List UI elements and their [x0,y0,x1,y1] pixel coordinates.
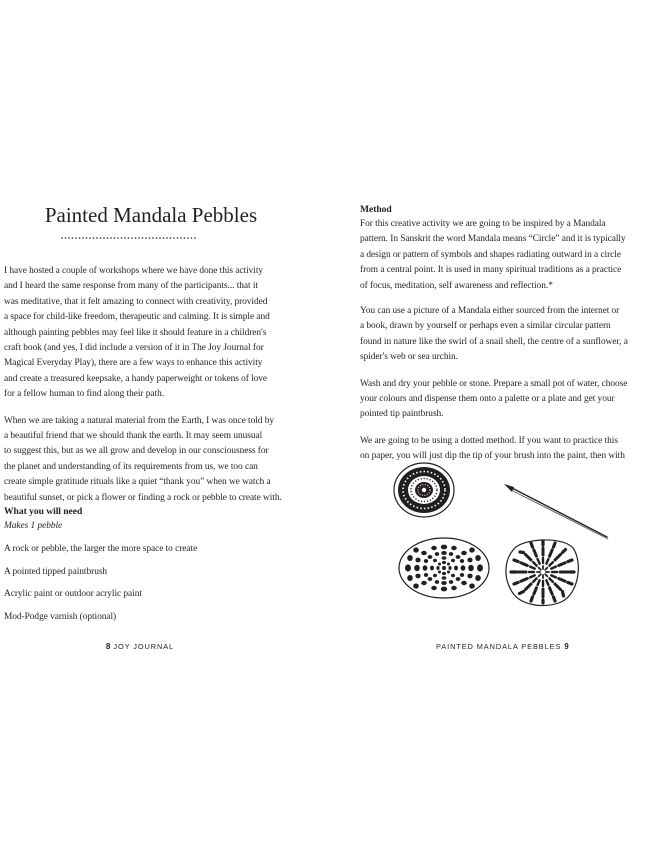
right-page [332,0,663,848]
text-line: a book, drawn by yourself or perhaps even a similar circular pattern [360,321,611,332]
needs-section [4,504,266,632]
text-line: a space for child-like freedom, therapeutic and calming. It is simple and [4,312,270,323]
text-line: for a fellow human to find along their path. [4,389,164,400]
paintbrush-icon [504,484,608,539]
method-heading: Method [360,204,392,215]
needs-heading: What you will need [4,506,83,517]
text-line: spider's web or sea urchin. [360,352,458,363]
text-line: on paper, you will just dip the tip of your brush into the paint, then with [360,451,625,462]
text-line: You can use a picture of a Mandala either sourced from the internet or [360,306,620,317]
earth-paragraph [4,414,282,506]
text-line: the planet and understanding of its requirements from us, we too can [4,461,258,472]
text-line: Magical Everyday Play), there are a few ways to enhance this activity [4,358,263,369]
running-head: PAINTED MANDALA PEBBLES [436,642,562,651]
text-line: from a central point. It is used in many spiritual traditions as a practice [360,265,622,276]
list-item: Acrylic paint or outdoor acrylic paint [4,589,142,599]
picture-paragraph [360,304,632,366]
text-line: of focus, meditation, self awareness and reflection.* [360,280,553,291]
dotted-title-rule [60,234,198,242]
page-number: 9 [564,642,569,651]
text-line: your colours and dispense them onto a palette or a plate and get your [360,394,615,405]
page-title: Painted Mandala Pebbles [44,203,258,227]
right-body-text [360,202,632,476]
left-folio [103,642,174,651]
text-line: and create a treasured keepsake, a handy paperweight or tokens of love [4,373,268,384]
left-page [0,0,331,848]
left-body-text [4,264,282,517]
list-item: Mod-Podge varnish (optional) [4,611,117,622]
text-line: For this creative activity we are going to be inspired by a Mandala [360,219,606,229]
list-item: A rock or pebble, the larger the more space to create [4,544,198,554]
text-line: a beautiful friend that we should thank the earth. It may seem unusual [4,431,263,442]
text-line: I have hosted a couple of workshops where we have done this activity [4,266,264,276]
text-line: found in nature like the swirl of a snail shell, the centre of a sunflower, a [360,336,628,347]
makes-note: Makes 1 pebble [4,521,63,531]
text-line: to suggest this, but as we all grow and develop in our consciousness for [4,446,269,457]
mandala-pebble-icon [394,463,454,517]
text-line: pattern. In Sanskrit the word Mandala means “Circle” and it is typically [360,234,626,245]
text-line: We are going to be using a dotted method. If you want to practice this [360,435,618,446]
text-line: although painting pebbles may feel like it should feature in a children's [4,327,267,338]
text-line: Wash and dry your pebble or stone. Prepare a small pot of water, choose [360,378,628,389]
text-line: create simple gratitude rituals like a quiet “thank you” when we watch a [4,477,271,488]
dotted-pebble-icon [399,538,489,598]
text-line: When we are taking a natural material from the Earth, I was once told by [4,415,274,426]
page-number: 8 [106,642,111,651]
intro-paragraph [4,264,270,403]
text-line: pointed tip paintbrush. [360,409,444,420]
text-line: a design or pattern of symbols and shapes radiating outward in a circle [360,249,621,260]
text-line: and I heard the same response from many of the participants... that it [4,281,258,292]
text-line: craft book (and yes, I did include a version of it in The Joy Journal for [4,343,264,354]
running-head: JOY JOURNAL [113,642,175,651]
painted-pebbles-illustration [362,455,642,625]
wash-paragraph [360,377,632,423]
right-folio [436,642,572,651]
list-item: A pointed tipped paintbrush [4,566,108,577]
method-paragraph [360,202,632,294]
text-line: beautiful sunset, or pick a flower or finding a rock or pebble to create with. [4,492,282,503]
text-line: was meditative, that it felt amazing to connect with creativity, provided [4,296,268,307]
radial-pebble-icon [506,540,578,606]
